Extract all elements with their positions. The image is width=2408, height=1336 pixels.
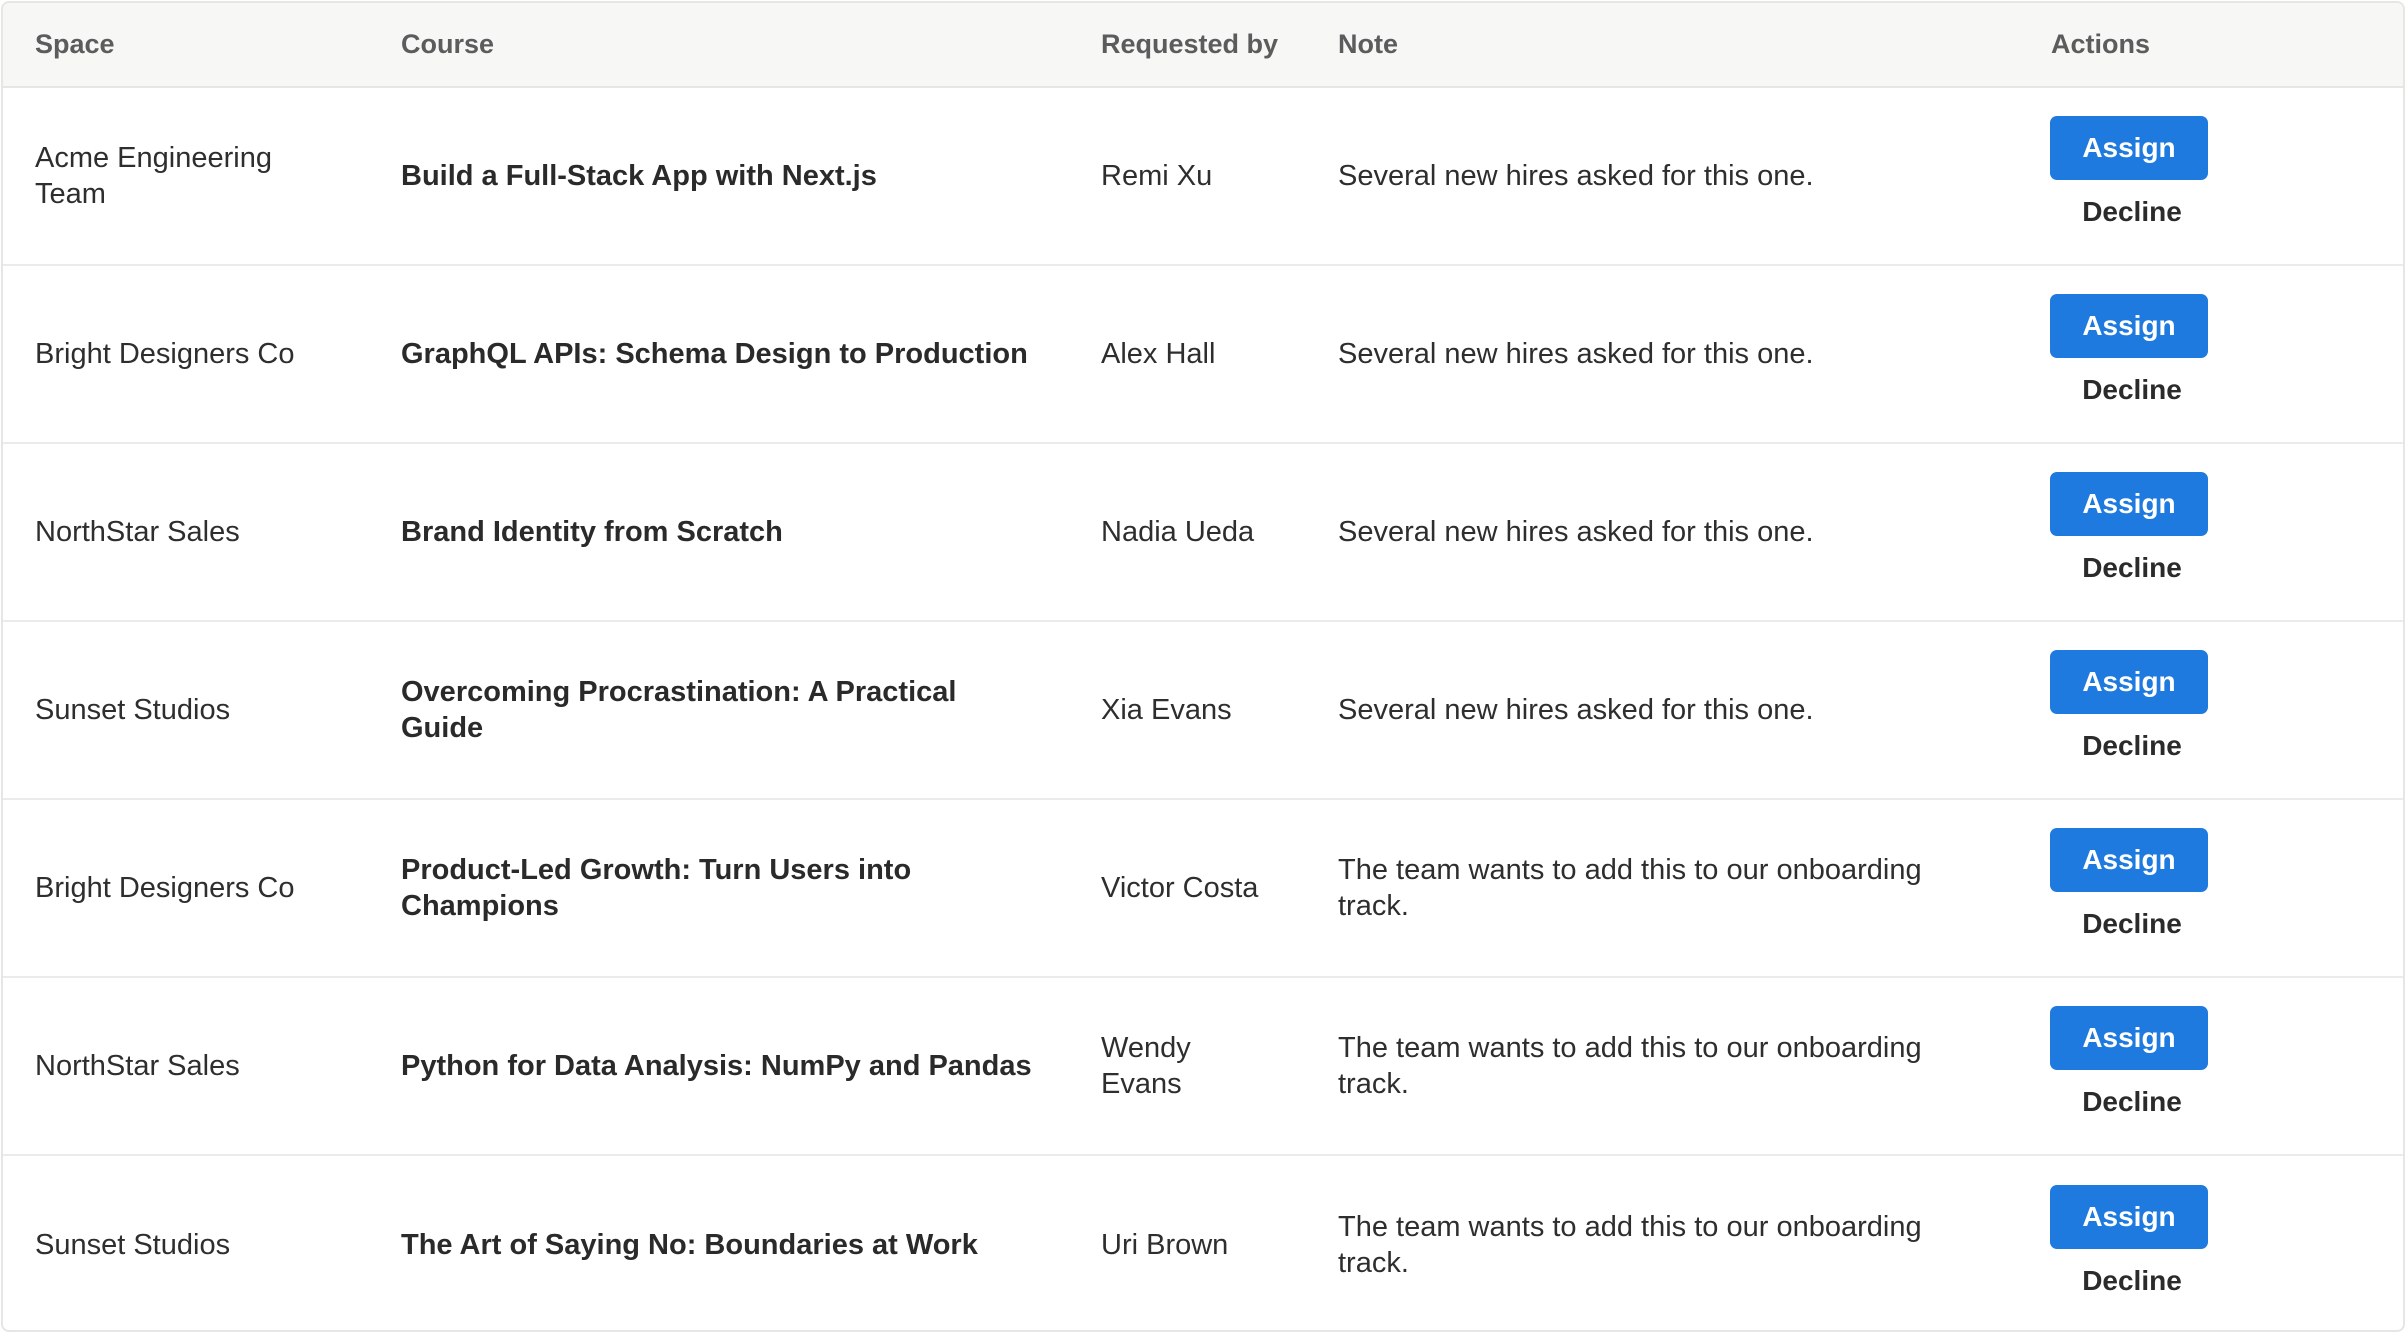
course-requests-table [1,1,2405,1332]
decline-button[interactable]: Decline [2082,730,2182,761]
cell-note: Several new hires asked for this one. [1338,338,1814,370]
cell-requested-by: Uri Brown [1101,1228,1229,1261]
assign-button[interactable]: Assign [2050,1185,2208,1249]
table-body [3,87,2403,1332]
assign-button[interactable]: Assign [2050,116,2208,180]
cell-course: GraphQL APIs: Schema Design to Production [401,338,1028,370]
decline-button[interactable]: Decline [2082,1264,2182,1296]
cell-course: Overcoming Procrastination: A Practical Guide [401,676,957,744]
cell-requested-by: Nadia Ueda [1101,516,1255,548]
table-row [3,87,2403,265]
cell-requested-by: Victor Costa [1101,872,1259,904]
cell-course: The Art of Saying No: Boundaries at Work [401,1228,978,1261]
cell-requested-by: Wendy Evans [1101,1032,1191,1100]
cell-course: Build a Full-Stack App with Next.js [401,160,877,192]
assign-button[interactable]: Assign [2050,472,2208,536]
table-row [3,443,2403,621]
table-row [3,977,2403,1155]
cell-actions [2019,621,2403,799]
cell-actions [2019,1155,2403,1332]
requests-table [3,3,2403,1332]
row-actions [2050,1185,2208,1305]
cell-course: Python for Data Analysis: NumPy and Pandas [401,1050,1032,1082]
cell-space: NorthStar Sales [35,1050,240,1082]
cell-actions [2019,977,2403,1155]
cell-actions [2019,443,2403,621]
cell-space: Bright Designers Co [35,872,295,904]
decline-button[interactable]: Decline [2082,374,2182,405]
assign-button[interactable]: Assign [2050,1006,2208,1070]
cell-course: Product-Led Growth: Turn Users into Champions [401,854,912,922]
assign-button[interactable]: Assign [2050,650,2208,714]
cell-course: Brand Identity from Scratch [401,516,783,548]
cell-actions [2019,87,2403,265]
row-actions [2050,650,2208,770]
header-row [3,3,2403,87]
cell-note: The team wants to add this to our onboarding track. [1338,1032,1922,1100]
cell-space: Sunset Studios [35,1228,231,1261]
cell-actions [2019,265,2403,443]
row-actions [2050,828,2208,948]
header-actions: Actions [2019,3,2403,87]
cell-note: The team wants to add this to our onboarding track. [1338,854,1922,922]
table-row [3,799,2403,977]
row-actions [2050,472,2208,592]
table-row [3,1155,2403,1332]
assign-button[interactable]: Assign [2050,294,2208,358]
cell-note: Several new hires asked for this one. [1338,160,1814,192]
decline-button[interactable]: Decline [2082,196,2182,227]
cell-space: Acme Engineering Team [35,142,272,210]
table-row [3,265,2403,443]
header-course: Course [369,3,1069,87]
cell-space: Sunset Studios [35,694,231,726]
row-actions [2050,116,2208,236]
decline-button[interactable]: Decline [2082,908,2182,939]
row-actions [2050,294,2208,414]
cell-requested-by: Xia Evans [1101,694,1232,726]
header-note: Note [1306,3,2019,87]
cell-note: Several new hires asked for this one. [1338,694,1814,726]
row-actions [2050,1006,2208,1126]
header-requested-by: Requested by [1069,3,1306,87]
cell-requested-by: Alex Hall [1101,338,1216,370]
header-space: Space [3,3,369,87]
cell-note: Several new hires asked for this one. [1338,516,1814,548]
cell-actions [2019,799,2403,977]
cell-space: Bright Designers Co [35,338,295,370]
cell-note: The team wants to add this to our onboarding track. [1338,1210,1922,1279]
table-row [3,621,2403,799]
decline-button[interactable]: Decline [2082,552,2182,583]
assign-button[interactable]: Assign [2050,828,2208,892]
cell-requested-by: Remi Xu [1101,160,1213,192]
table-header [3,3,2403,87]
cell-space: NorthStar Sales [35,516,240,548]
decline-button[interactable]: Decline [2082,1086,2182,1117]
